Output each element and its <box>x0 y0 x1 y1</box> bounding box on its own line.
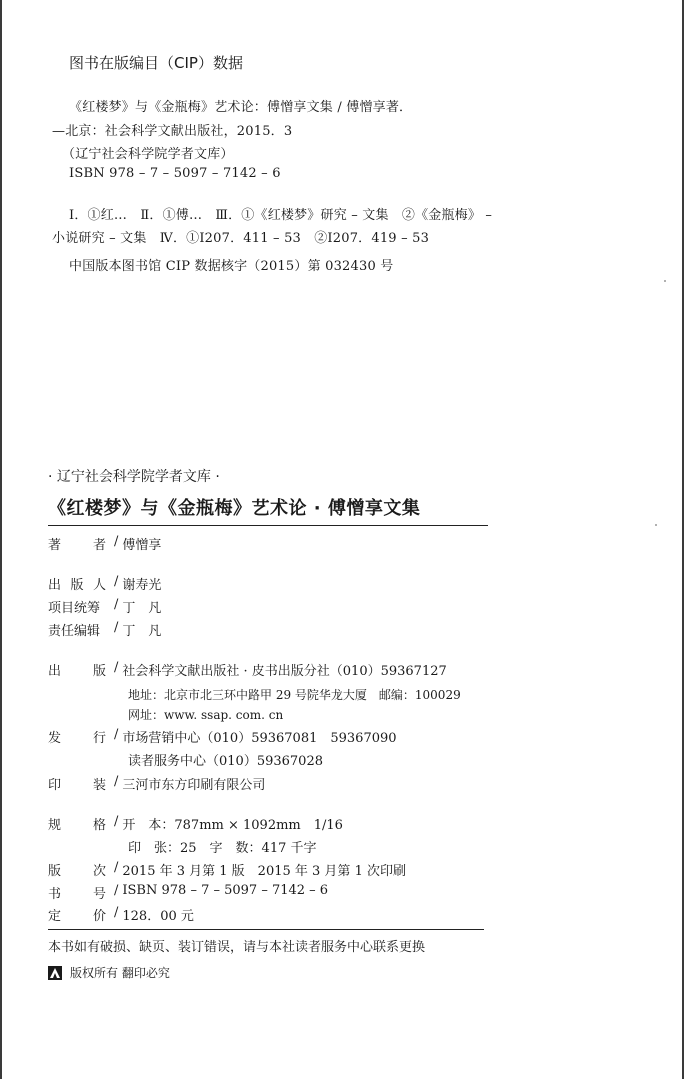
cip-line-5: Ⅰ．①红… Ⅱ．①傅… Ⅲ．①《红楼梦》研究 – 文集 ②《金瓶梅》 – <box>69 208 493 223</box>
price-label-char-2: 价 <box>92 909 106 924</box>
edition-label <box>48 860 114 879</box>
isbn-value: ISBN 978 – 7 – 5097 – 7142 – 6 <box>122 883 329 898</box>
separator: / <box>114 883 119 898</box>
spec-label-char-1: 规 <box>48 818 62 833</box>
separator: / <box>114 774 119 789</box>
cip-data-number: 中国版本图书馆 CIP 数据核字（2015）第 032430 号 <box>69 259 394 274</box>
spec-sheets: 印 张：25 字 数：417 千字 <box>128 841 317 856</box>
series-name: · 辽宁社会科学院学者文库 · <box>48 469 220 485</box>
publisher-address: 地址：北京市北三环中路甲 29 号院华龙大厦 邮编：100029 <box>128 688 461 702</box>
author-label <box>48 534 114 553</box>
cip-line-2: —北京：社会科学文献出版社，2015．3 <box>52 124 293 139</box>
price-value: 128．00 元 <box>122 909 194 924</box>
isbn-row <box>48 883 328 902</box>
price-label-char-1: 定 <box>48 909 62 924</box>
separator: / <box>114 574 119 589</box>
spec-label <box>48 814 114 833</box>
spec-value: 开 本：787mm × 1092mm 1/16 <box>122 818 343 833</box>
publishing-label <box>48 660 114 679</box>
publisher-person-row <box>48 574 161 593</box>
printing-label-char-2: 装 <box>92 778 106 793</box>
project-coordinator-label: 项目统筹 <box>48 601 101 616</box>
editor-label: 责任编辑 <box>48 624 101 639</box>
title-rule <box>48 525 488 526</box>
publishing-value: 社会科学文献出版社 · 皮书出版分社（010）59367127 <box>122 664 447 679</box>
copyright-line <box>48 964 170 981</box>
author-value: 傅憎享 <box>122 538 162 553</box>
editor-value: 丁 凡 <box>122 624 162 639</box>
separator: / <box>114 727 119 742</box>
cip-line-1: 《红楼梦》与《金瓶梅》艺术论：傅憎享文集 / 傅憎享著． <box>69 100 413 115</box>
publisher-person-label <box>48 574 114 593</box>
publisher-person-label-char-2: 版 <box>70 578 84 593</box>
publisher-person-label-char-3: 人 <box>92 578 106 593</box>
printing-value: 三河市东方印刷有限公司 <box>122 778 266 793</box>
price-label <box>48 905 114 924</box>
edition-label-char-2: 次 <box>92 864 106 879</box>
publishing-label-char-2: 版 <box>92 664 106 679</box>
reader-service: 读者服务中心（010）59367028 <box>128 754 323 769</box>
editor-row <box>48 620 161 639</box>
separator: / <box>114 660 119 675</box>
edition-value: 2015 年 3 月第 1 版 2015 年 3 月第 1 次印刷 <box>122 864 406 879</box>
copyright-text: 版权所有 翻印必究 <box>70 966 170 980</box>
publishing-row <box>48 660 447 679</box>
separator: / <box>114 597 119 612</box>
distribution-value: 市场营销中心（010）59367081 59367090 <box>122 731 397 746</box>
publisher-website: 网址：www. ssap. com. cn <box>128 708 284 722</box>
publishing-label-char-1: 出 <box>48 664 62 679</box>
ssap-logo-icon <box>48 966 62 980</box>
book-title: 《红楼梦》与《金瓶梅》艺术论 · 傅憎享文集 <box>48 498 421 519</box>
damage-notice: 本书如有破损、缺页、装订错误，请与本社读者服务中心联系更换 <box>48 940 426 955</box>
author-label-char-1: 著 <box>48 538 62 553</box>
scan-speck <box>655 524 657 526</box>
separator: / <box>114 860 119 875</box>
isbn-label-char-2: 号 <box>92 887 106 902</box>
cip-title: 图书在版编目（CIP）数据 <box>69 54 243 72</box>
cip-line-6: 小说研究 – 文集 Ⅳ．①I207．411 – 53 ②I207．419 – 53 <box>52 231 430 246</box>
isbn-label-char-1: 书 <box>48 887 62 902</box>
isbn-label <box>48 883 114 902</box>
edition-label-char-1: 版 <box>48 864 62 879</box>
project-coordinator-row <box>48 597 161 616</box>
cip-line-4: ISBN 978 – 7 – 5097 – 7142 – 6 <box>69 166 281 181</box>
price-row <box>48 905 194 924</box>
distribution-row <box>48 727 397 746</box>
printing-label <box>48 774 114 793</box>
distribution-label-char-2: 行 <box>92 731 106 746</box>
spec-label-char-2: 格 <box>92 818 106 833</box>
author-row <box>48 534 161 553</box>
bottom-rule <box>48 929 484 930</box>
printing-label-char-1: 印 <box>48 778 62 793</box>
publisher-person-label-char-1: 出 <box>48 578 62 593</box>
separator: / <box>114 905 119 920</box>
cip-line-3: （辽宁社会科学院学者文库） <box>62 147 234 162</box>
edition-row <box>48 860 406 879</box>
scan-speck <box>664 280 666 282</box>
author-label-char-2: 者 <box>92 538 106 553</box>
publisher-person-value: 谢寿光 <box>122 578 162 593</box>
separator: / <box>114 814 119 829</box>
spec-row <box>48 814 343 833</box>
printing-row <box>48 774 265 793</box>
page-left-edge <box>0 0 2 1079</box>
separator: / <box>114 620 119 635</box>
distribution-label-char-1: 发 <box>48 731 62 746</box>
project-coordinator-value: 丁 凡 <box>122 601 162 616</box>
distribution-label <box>48 727 114 746</box>
separator: / <box>114 534 119 549</box>
